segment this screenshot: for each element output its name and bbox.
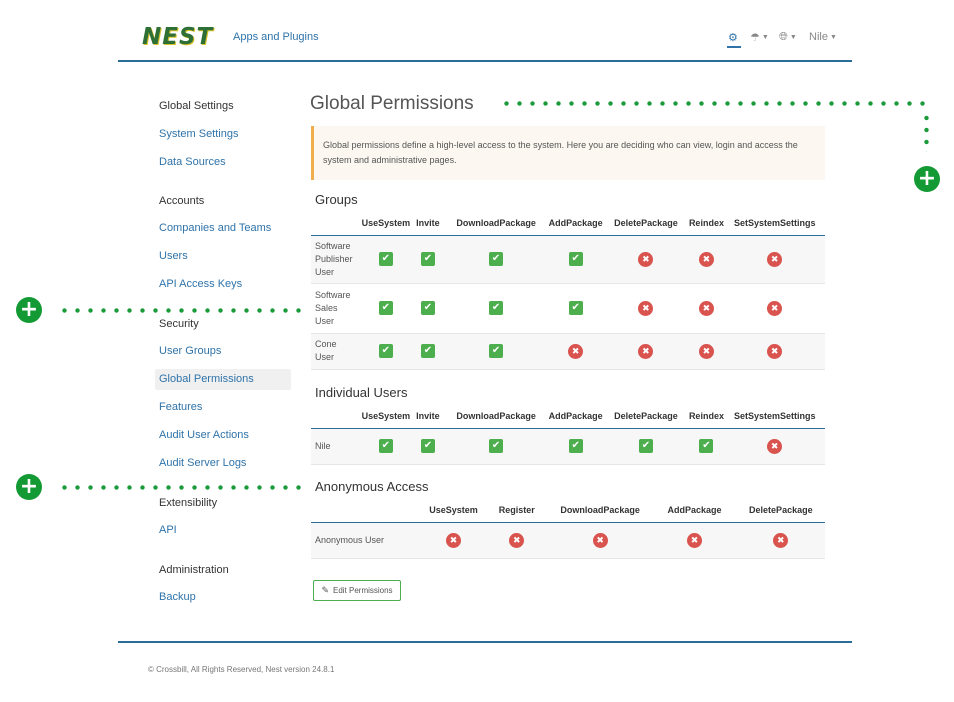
annotation-plus-icon: + xyxy=(16,297,42,323)
active-tab-underline xyxy=(727,46,741,48)
permission-cell xyxy=(724,283,825,333)
settings-menu[interactable] xyxy=(728,30,738,44)
annotation-plus-icon: + xyxy=(914,166,940,192)
row-label: Cone User xyxy=(311,333,360,369)
cross-icon: ✖ xyxy=(773,533,788,548)
column-header-downloadpackage: DownloadPackage xyxy=(548,498,652,522)
permission-cell xyxy=(724,428,825,464)
column-header-invite: Invite xyxy=(412,404,445,428)
permission-cell xyxy=(412,283,445,333)
check-icon: ✔ xyxy=(699,439,713,453)
check-icon: ✔ xyxy=(569,301,583,315)
column-header-register: Register xyxy=(486,498,548,522)
check-icon: ✔ xyxy=(421,439,435,453)
permission-cell xyxy=(548,235,603,283)
column-header-reindex: Reindex xyxy=(689,211,725,235)
language-menu[interactable] xyxy=(779,30,797,44)
sidebar-item-users[interactable]: Users xyxy=(159,250,188,262)
sidebar-item-api[interactable]: API xyxy=(159,524,177,536)
permission-cell xyxy=(360,235,411,283)
edit-permissions-label: Edit Permissions xyxy=(332,586,393,595)
annotation-plus-icon: + xyxy=(16,474,42,500)
edit-permissions-button[interactable] xyxy=(313,580,401,601)
sidebar-item-audit-server-logs[interactable]: Audit Server Logs xyxy=(159,457,247,469)
permission-cell xyxy=(724,333,825,369)
apps-and-plugins-link[interactable]: Apps and Plugins xyxy=(233,31,319,43)
permission-cell xyxy=(412,428,445,464)
permission-cell xyxy=(444,283,548,333)
sidebar-item-features[interactable]: Features xyxy=(159,401,203,413)
cross-icon: ✖ xyxy=(687,533,702,548)
permission-cell xyxy=(360,283,411,333)
header-divider xyxy=(118,60,852,62)
check-icon: ✔ xyxy=(489,344,503,358)
table-row xyxy=(311,235,825,283)
annotation-dotted-line xyxy=(58,485,308,490)
column-header-deletepackage: DeletePackage xyxy=(603,404,688,428)
column-header-deletepackage: DeletePackage xyxy=(737,498,825,522)
permission-cell xyxy=(548,283,603,333)
individual-users-title: Individual Users xyxy=(315,385,408,400)
sidebar-heading-extensibility: Extensibility xyxy=(159,497,218,509)
sidebar-item-user-groups[interactable]: User Groups xyxy=(159,345,222,357)
cross-icon: ✖ xyxy=(509,533,524,548)
column-header-addpackage: AddPackage xyxy=(548,211,603,235)
cross-icon: ✖ xyxy=(699,301,714,316)
column-header-setsystemsettings: SetSystemSettings xyxy=(724,211,825,235)
nest-logo[interactable]: NEST xyxy=(142,24,214,50)
annotation-dotted-line xyxy=(500,101,925,106)
cross-icon: ✖ xyxy=(699,252,714,267)
sidebar-heading-administration: Administration xyxy=(159,564,229,576)
column-header-downloadpackage: DownloadPackage xyxy=(444,404,548,428)
cross-icon: ✖ xyxy=(699,344,714,359)
permission-cell xyxy=(689,235,725,283)
permission-cell xyxy=(360,333,411,369)
permission-cell xyxy=(689,283,725,333)
permission-cell xyxy=(603,235,688,283)
users-permissions-table xyxy=(311,404,825,465)
user-name: Nile xyxy=(809,31,828,43)
column-header-setsystemsettings: SetSystemSettings xyxy=(724,404,825,428)
column-header-usesystem: UseSystem xyxy=(360,404,411,428)
permission-cell xyxy=(412,333,445,369)
sidebar-heading-security: Security xyxy=(159,318,199,330)
column-header-blank xyxy=(311,211,360,235)
gear-icon: ⚙ xyxy=(728,31,738,44)
sidebar-item-companies-and-teams[interactable]: Companies and Teams xyxy=(159,222,272,234)
chevron-down-icon: ▼ xyxy=(829,33,837,41)
column-header-invite: Invite xyxy=(412,211,445,235)
check-icon: ✔ xyxy=(489,439,503,453)
cross-icon: ✖ xyxy=(638,301,653,316)
sidebar-item-api-access-keys[interactable]: API Access Keys xyxy=(159,278,243,290)
check-icon: ✔ xyxy=(421,344,435,358)
cross-icon: ✖ xyxy=(593,533,608,548)
footer-text: © Crossbill, All Rights Reserved, Nest version 24.8.1 xyxy=(148,665,335,674)
permission-cell xyxy=(689,333,725,369)
check-icon: ✔ xyxy=(379,344,393,358)
permission-cell xyxy=(689,428,725,464)
column-header-usesystem: UseSystem xyxy=(360,211,411,235)
table-row xyxy=(311,428,825,464)
groups-permissions-table xyxy=(311,211,825,370)
check-icon: ✔ xyxy=(639,439,653,453)
row-label: Software Publisher User xyxy=(311,235,360,283)
permission-cell xyxy=(444,428,548,464)
table-row xyxy=(311,522,825,558)
permission-cell xyxy=(421,522,485,558)
cross-icon: ✖ xyxy=(638,344,653,359)
column-header-usesystem: UseSystem xyxy=(421,498,485,522)
cross-icon: ✖ xyxy=(446,533,461,548)
sidebar-item-backup[interactable]: Backup xyxy=(159,591,196,603)
cross-icon: ✖ xyxy=(767,439,782,454)
column-header-reindex: Reindex xyxy=(689,404,725,428)
permission-cell xyxy=(603,333,688,369)
permission-cell xyxy=(444,235,548,283)
user-menu[interactable] xyxy=(809,30,837,44)
column-header-addpackage: AddPackage xyxy=(652,498,736,522)
column-header-addpackage: AddPackage xyxy=(548,404,603,428)
globe-icon: 🌐︎ xyxy=(779,30,788,43)
sidebar-heading-global-settings: Global Settings xyxy=(159,100,234,112)
column-header-downloadpackage: DownloadPackage xyxy=(444,211,548,235)
cross-icon: ✖ xyxy=(767,301,782,316)
table-row xyxy=(311,333,825,369)
sidebar-item-audit-user-actions[interactable]: Audit User Actions xyxy=(159,429,249,441)
permission-cell xyxy=(603,283,688,333)
chevron-down-icon: ▼ xyxy=(789,33,797,41)
permission-cell xyxy=(412,235,445,283)
check-icon: ✔ xyxy=(489,301,503,315)
permission-cell xyxy=(724,235,825,283)
row-label: Anonymous User xyxy=(311,522,421,558)
check-icon: ✔ xyxy=(379,301,393,315)
anonymous-permissions-table xyxy=(311,498,825,559)
cross-icon: ✖ xyxy=(638,252,653,267)
umbrella-icon: ☂ xyxy=(750,31,760,44)
sidebar-item-data-sources[interactable]: Data Sources xyxy=(159,156,226,168)
check-icon: ✔ xyxy=(569,252,583,266)
table-row xyxy=(311,283,825,333)
groups-title: Groups xyxy=(315,192,358,207)
help-menu[interactable] xyxy=(750,30,769,44)
pencil-icon: ✎ xyxy=(321,585,329,595)
column-header-blank xyxy=(311,498,421,522)
check-icon: ✔ xyxy=(569,439,583,453)
permission-cell xyxy=(360,428,411,464)
check-icon: ✔ xyxy=(421,301,435,315)
check-icon: ✔ xyxy=(421,252,435,266)
footer-divider xyxy=(118,641,852,643)
page-title: Global Permissions xyxy=(310,93,474,114)
permission-cell xyxy=(444,333,548,369)
column-header-blank xyxy=(311,404,360,428)
check-icon: ✔ xyxy=(379,252,393,266)
sidebar-item-system-settings[interactable]: System Settings xyxy=(159,128,239,140)
cross-icon: ✖ xyxy=(767,344,782,359)
row-label: Nile xyxy=(311,428,360,464)
permission-cell xyxy=(548,428,603,464)
chevron-down-icon: ▼ xyxy=(761,33,769,41)
permission-cell xyxy=(603,428,688,464)
permission-cell xyxy=(652,522,736,558)
check-icon: ✔ xyxy=(379,439,393,453)
annotation-dotted-line xyxy=(58,308,308,313)
annotation-dotted-line xyxy=(924,112,929,152)
sidebar-heading-accounts: Accounts xyxy=(159,195,205,207)
anonymous-access-title: Anonymous Access xyxy=(315,479,429,494)
permission-cell xyxy=(548,333,603,369)
check-icon: ✔ xyxy=(489,252,503,266)
info-callout: Global permissions define a high-level access to the system. Here you are deciding who can view, login and access the system and administrative pages. xyxy=(311,126,825,180)
sidebar-item-global-permissions[interactable]: Global Permissions xyxy=(159,373,254,385)
cross-icon: ✖ xyxy=(568,344,583,359)
permission-cell xyxy=(737,522,825,558)
column-header-deletepackage: DeletePackage xyxy=(603,211,688,235)
permission-cell xyxy=(486,522,548,558)
row-label: Software Sales User xyxy=(311,283,360,333)
permission-cell xyxy=(548,522,652,558)
cross-icon: ✖ xyxy=(767,252,782,267)
